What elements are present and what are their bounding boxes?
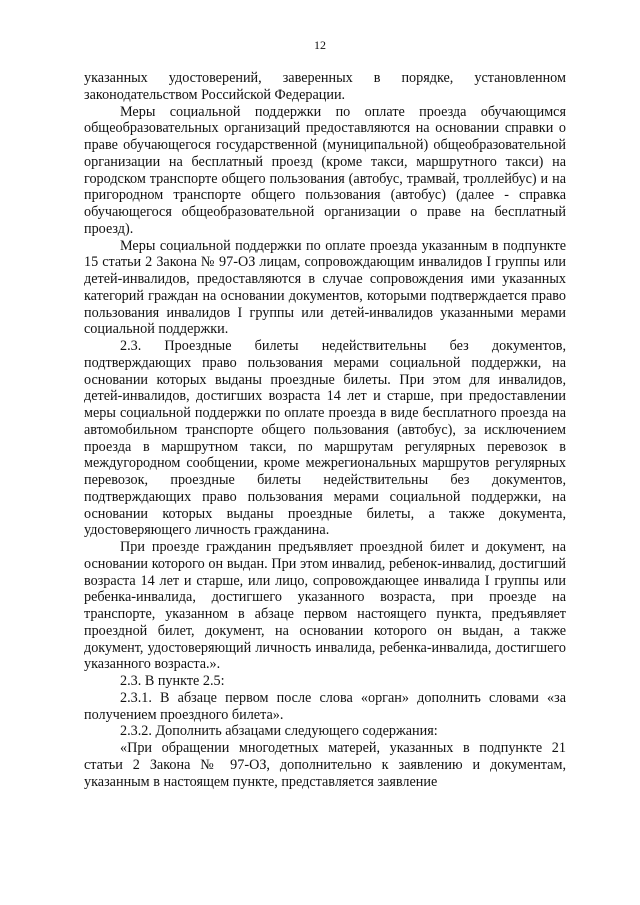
page-number: 12 (314, 38, 326, 52)
paragraph: Меры социальной поддержки по оплате проезда указанным в подпункте 15 статьи 2 Закона № 97-ОЗ лицам, сопровождающим инвалидов I группы или детей-инвалидов, предоставляются в случае сопровождения ими указанных категорий граждан на основании документов, которыми подтверждается право пользования инвалидов I группы или детей-инвалидов указанными мерами социальной поддержки. (84, 237, 566, 338)
document-body (84, 70, 566, 790)
paragraph: 2.3. В пункте 2.5: (120, 673, 225, 689)
paragraph: При проезде гражданин предъявляет проездной билет и документ, на основании которого он выдан. При этом инвалид, ребенок-инвалид, достигший возраста 14 лет и старше, или лицо, сопровождающее инвалида I группы или ребенка-инвалида, достигшего указанного возраста, при проезде на транспорте, указанном в абзаце первом настоящего пункта, предъявляет проездной билет, документ, на основании которого он выдан, а также документ, удостоверяющий личность инвалида, ребенка-инвалида, достигшего указанного возраста.». (84, 539, 566, 673)
paragraph: «При обращении многодетных матерей, указанных в подпункте 21 статьи 2 Закона № 97-ОЗ, дополнительно к заявлению и документам, указанным в настоящем пункте, представляется заявление (84, 740, 566, 790)
paragraph: 2.3. Проездные билеты недействительны без документов, подтверждающих право пользования мерами социальной поддержки, на основании которых выданы проездные билеты. При этом для инвалидов, детей-инвалидов, достигших возраста 14 лет и старше, при предоставлении меры социальной поддержки по оплате проезда в виде бесплатного проезда на автомобильном транспорте общего пользования (автобус), за исключением проезда в маршрутном такси, по маршрутам регулярных перевозок в междугородном сообщении, кроме межрегиональных маршрутов регулярных перевозок, проездные билеты недействительны без документов, подтверждающих право пользования мерами социальной поддержки, на основании которых выданы проездные билеты, а также документа, удостоверяющего личность гражданина. (84, 338, 566, 539)
paragraph: 2.3.1. В абзаце первом после слова «орган» дополнить словами «за получением проездного билета». (84, 689, 566, 723)
paragraph: указанных удостоверений, заверенных в порядке, установленном законодательством Российской Федерации. (84, 70, 566, 103)
paragraph: Меры социальной поддержки по оплате проезда обучающимся общеобразовательных организаций предоставляются на основании справки о праве обучающегося государственной (муниципальной) общеобразовательной организации на бесплатный проезд (кроме такси, маршрутного такси) на городском транспорте общего пользования (автобус, трамвай, троллейбус) и на пригородном транспорте общего пользования (автобус) (далее - справка обучающегося общеобразовательной организации о праве на бесплатный проезд). (84, 103, 566, 237)
paragraph: 2.3.2. Дополнить абзацами следующего содержания: (120, 723, 438, 740)
